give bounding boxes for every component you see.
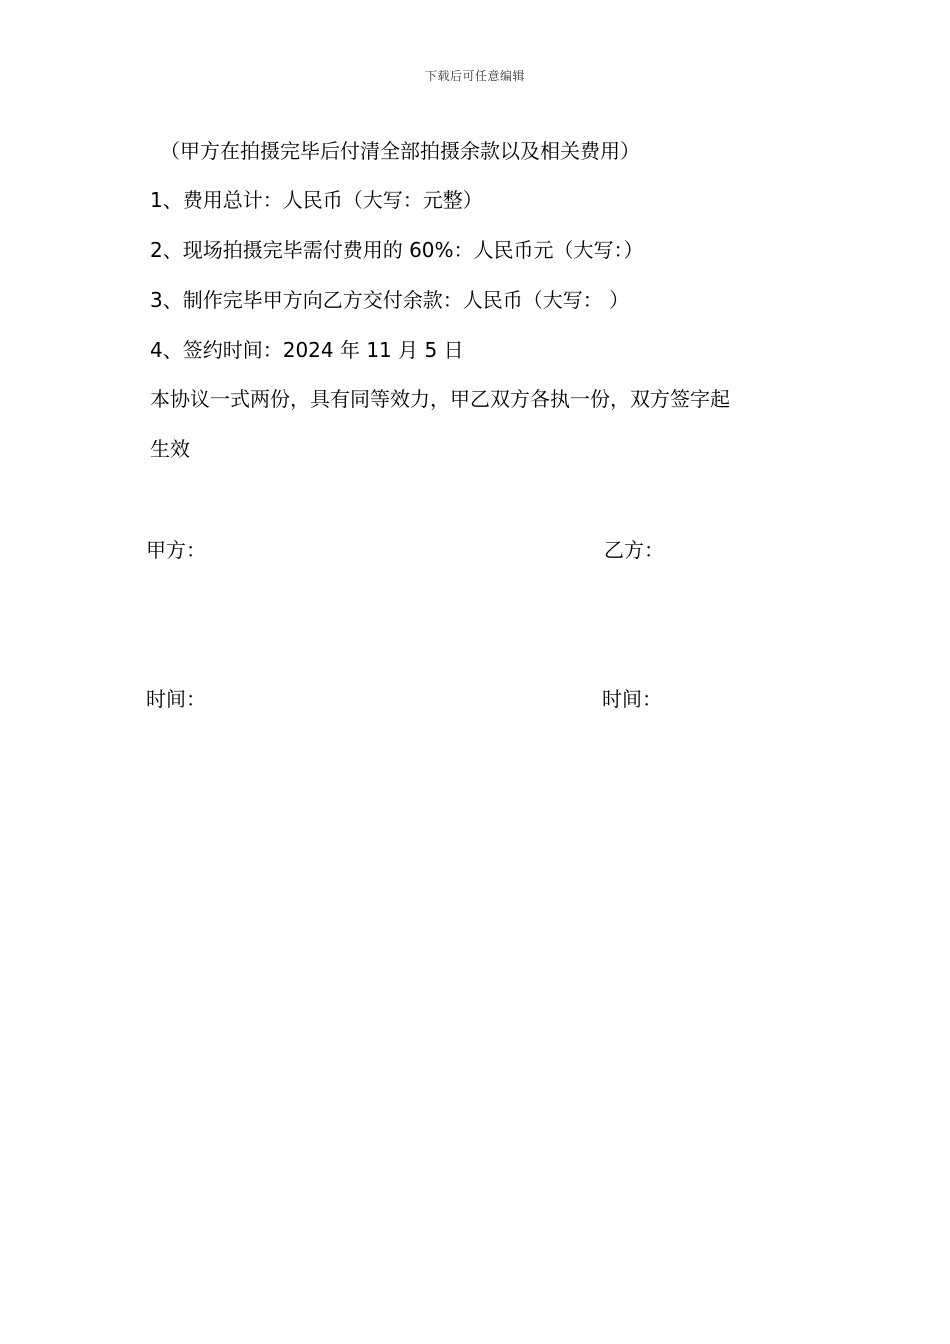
clause-balance-payment: 3、制作完毕甲方向乙方交付余款：人民币（大写： ） [150,288,630,312]
agreement-statement-line1: 本协议一式两份，具有同等效力，甲乙双方各执一份，双方签字起 [150,387,730,411]
party-a-signature-label: 甲方： [146,538,206,562]
page-header: 下载后可任意编辑 [424,69,525,83]
party-b-signature-label: 乙方： [604,538,664,562]
agreement-statement-line2: 生效 [150,437,190,461]
party-a-time-label: 时间： [146,687,206,711]
party-b-time-label: 时间： [602,687,662,711]
clause-total-fee: 1、费用总计：人民币（大写：元整） [150,188,483,212]
payment-note: （甲方在拍摄完毕后付清全部拍摄余款以及相关费用） [160,139,640,163]
clause-signing-date: 4、签约时间：2024 年 11 月 5 日 [150,338,464,362]
clause-onsite-payment: 2、现场拍摄完毕需付费用的 60%：人民币元（大写：） [150,238,644,262]
